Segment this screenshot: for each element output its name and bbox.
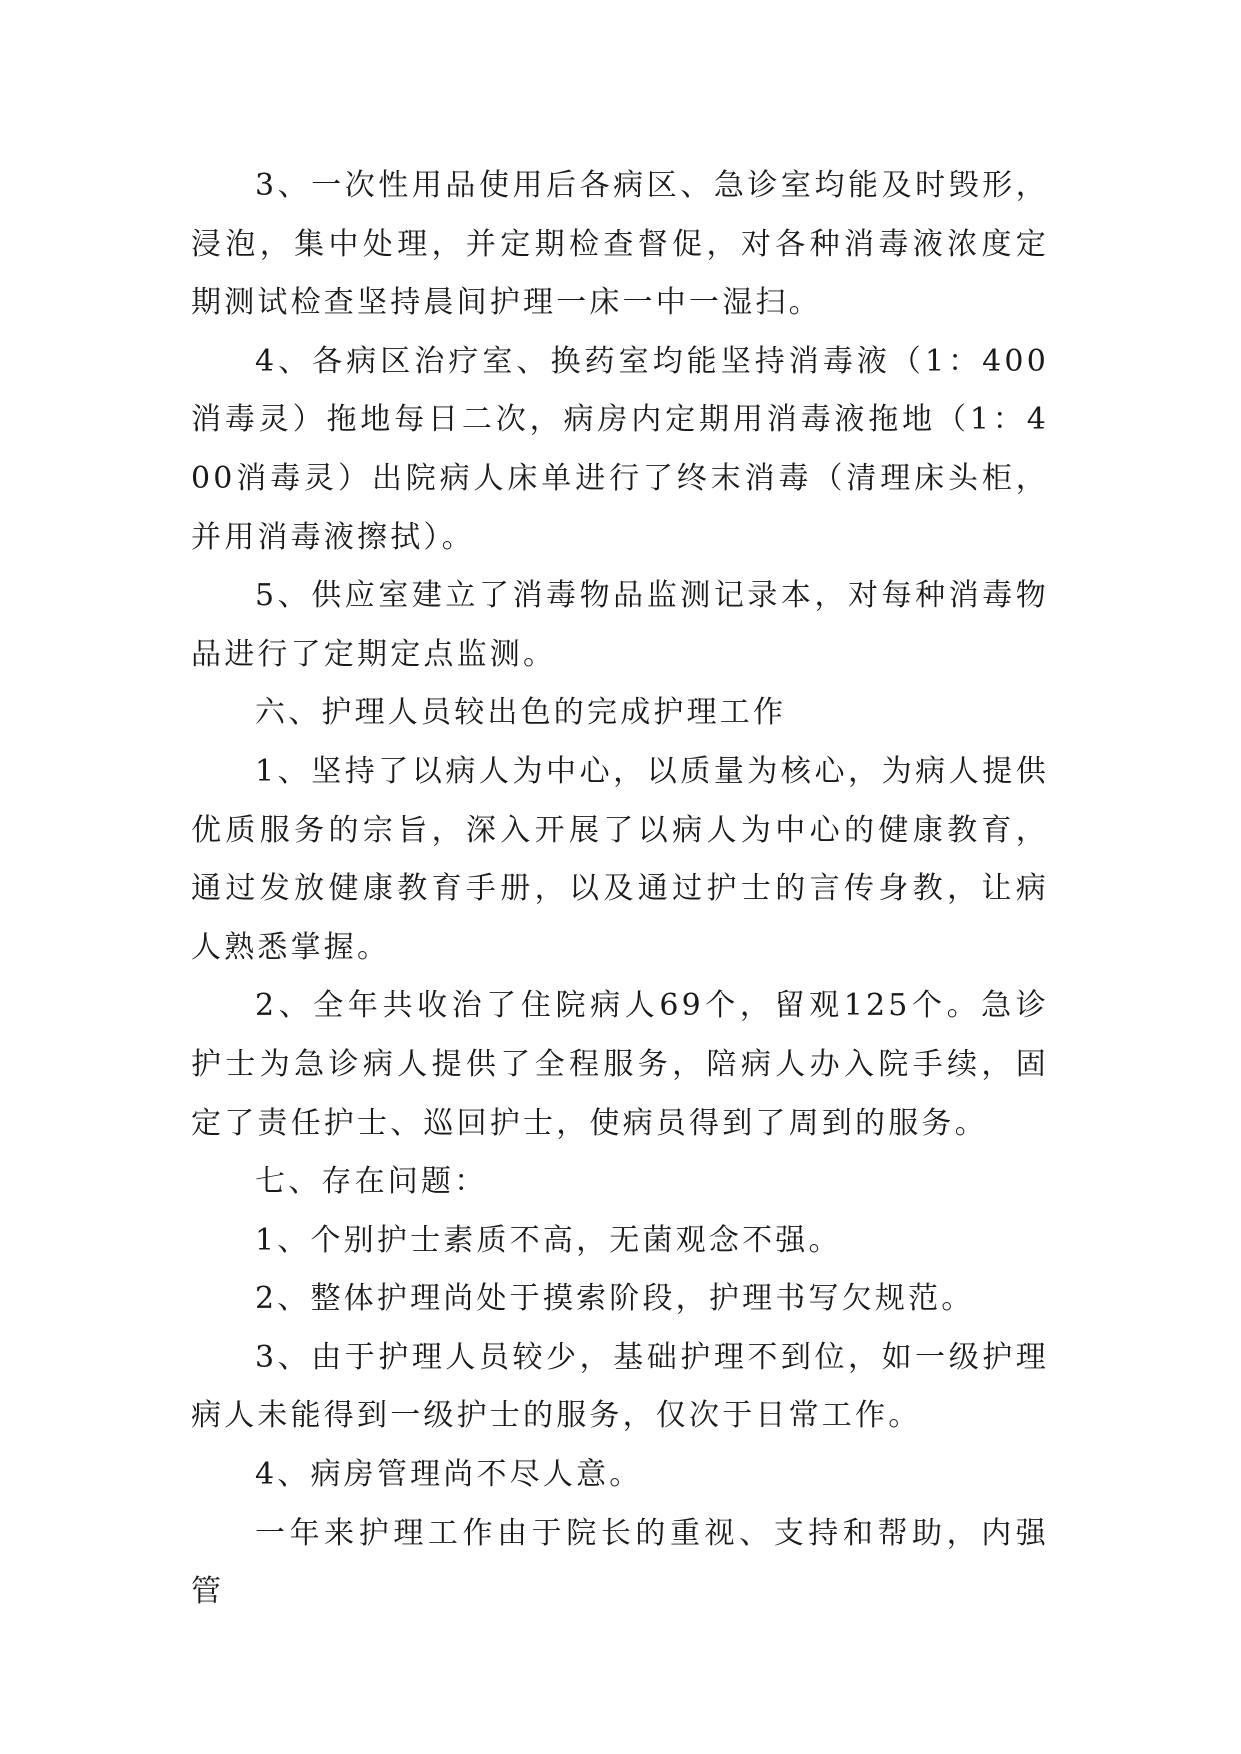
section-heading: 六、护理人员较出色的完成护理工作 xyxy=(255,695,787,731)
paragraph: 1、坚持了以病人为中心，以质量为核心，为病人提供优质服务的宗旨，深入开展了以病人为中心的健康教育，通过发放健康教育手册，以及通过护士的言传身教，让病人熟悉掌握。 xyxy=(191,753,1049,965)
paragraph: 5、供应室建立了消毒物品监测记录本，对每种消毒物品进行了定期定点监测。 xyxy=(191,578,1049,672)
paragraph: 一年来护理工作由于院长的重视、支持和帮助，内强管 xyxy=(191,1515,1049,1610)
paragraph: 4、病房管理尚不尽人意。 xyxy=(255,1457,643,1493)
paragraph: 1、个别护士素质不高，无菌观念不强。 xyxy=(255,1222,842,1258)
paragraph: 3、由于护理人员较少，基础护理不到位，如一级护理病人未能得到一级护士的服务，仅次于日常工作。 xyxy=(191,1339,1049,1434)
paragraph: 4、各病区治疗室、换药室均能坚持消毒液（1：400消毒灵）拖地每日二次，病房内定期用消毒液拖地（1：400消毒灵）出院病人床单进行了终末消毒（清理床头柜，并用消毒液擦拭）。 xyxy=(191,343,1049,555)
paragraph: 2、整体护理尚处于摸索阶段，护理书写欠规范。 xyxy=(255,1281,975,1317)
paragraph: 3、一次性用品使用后各病区、急诊室均能及时毁形，浸泡，集中处理，并定期检查督促，对各种消毒液浓度定期测试检查坚持晨间护理一床一中一湿扫。 xyxy=(191,168,1049,321)
section-heading: 七、存在问题： xyxy=(255,1164,488,1200)
paragraph: 2、全年共收治了住院病人69个，留观125个。急诊护士为急诊病人提供了全程服务，陪病人办入院手续，固定了责任护士、巡回护士，使病员得到了周到的服务。 xyxy=(191,988,1049,1141)
document-body xyxy=(191,157,1049,1622)
